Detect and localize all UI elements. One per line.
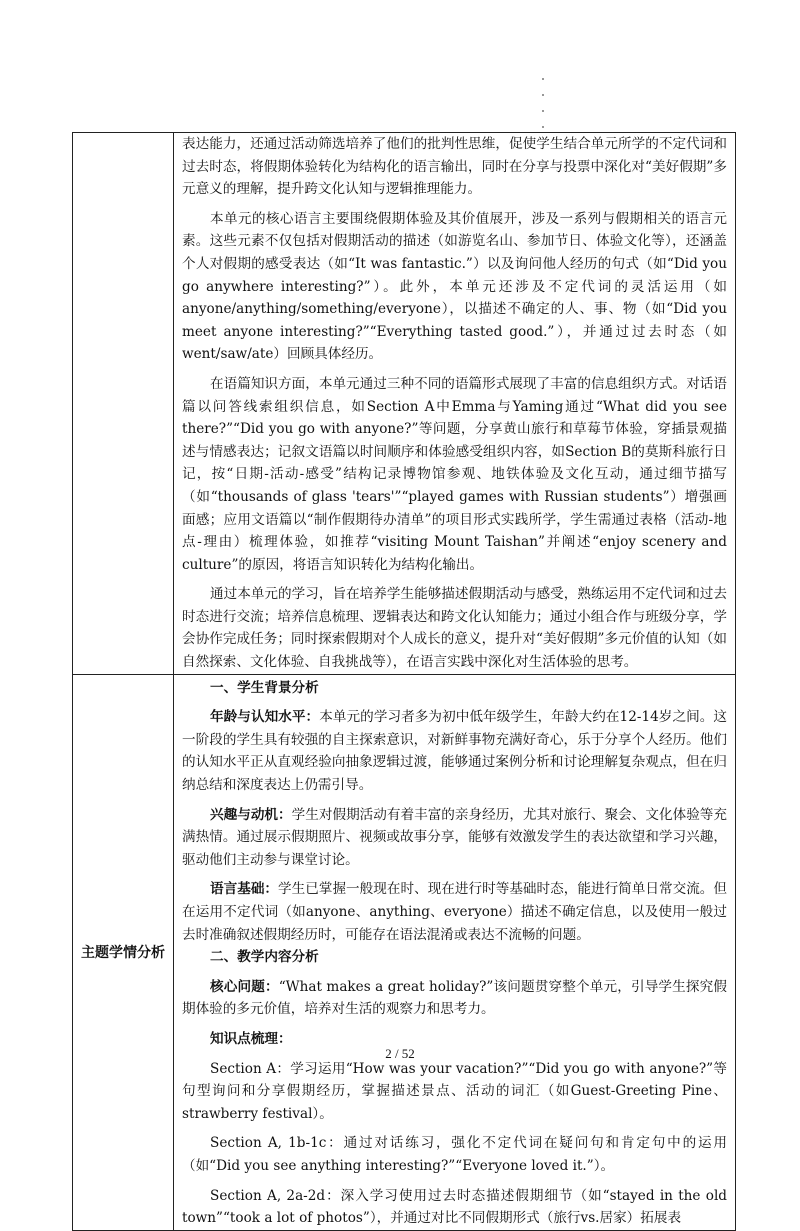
section-heading: 一、学生背景分析 <box>210 679 319 696</box>
section-a-1b-paragraph: Section A, 1b-1c：通过对话练习，强化不定代词在疑问句和肯定句中的运用（如“Did you see anything interesting?”“Everyone loved it.”）。 <box>182 1135 727 1174</box>
section-a-2a-paragraph: Section A, 2a-2d：深入学习使用过去时态描述假期细节（如“stayed in the old town”“took a lot of photos”），并通过对比不同假期形式（旅行vs.居家）拓展表 <box>182 1187 727 1227</box>
overview-paragraph: 在语篇知识方面，本单元通过三种不同的语篇形式展现了丰富的信息组织方式。对话语篇以问答线索组织信息，如Section A中Emma与Yaming通过“What did you see there?”“Did you go with anyone?”等问题，分享黄山旅行和草莓节体验，穿插景观描述与情感表达；记叙文语篇以时间顺序和体验感受组织内容，如Section B的莫斯科旅行日记，按“日期-活动-感受”结构记录博物馆参观、地铁体验及文化互动，通过细节描写（如“thousands of glass 'tears'”“played games with Russian students”）增强画面感；应用文语篇以“制作假期待办清单”的项目形式实践所学，学生需通过表格（活动-地点-理由）梳理体验，如推荐“visiting Mount Taishan”并阐述“enjoy scenery and culture”的原因，将语言知识转化为结构化输出。 <box>182 375 727 573</box>
interest-key: 兴趣与动机： <box>210 806 292 823</box>
row-label-cell <box>73 674 174 1230</box>
analysis-cell <box>174 674 736 1230</box>
overview-paragraph: 本单元的核心语言主要围绕假期体验及其价值展开，涉及一系列与假期相关的语言元素。这些元素不仅包括对假期活动的描述（如游览名山、参加节日、体验文化等），还涵盖个人对假期的感受表达（如“It was fantastic.”）以及询问他人经历的句式（如“Did you go anywhere interesting?”）。此外，本单元还涉及不定代词的灵活运用（如anyone/anything/something/everyone），以描述不确定的人、事、物（如“Did you meet anyone interesting?”“Everything tasted good.”），并通过过去时态（如went/saw/ate）回顾具体经历。 <box>182 210 727 363</box>
lesson-plan-table <box>72 132 736 1231</box>
knowledge-key: 知识点梳理： <box>210 1030 292 1047</box>
row-label: 主题学情分析 <box>81 945 165 962</box>
overview-paragraph: 通过本单元的学习，旨在培养学生能够描述假期活动与感受，熟练运用不定代词和过去时态进行交流；培养信息梳理、逻辑表达和跨文化认知能力；通过小组合作与班级分享，学会协作完成任务；同时探索假期对个人成长的意义，提升对“美好假期”多元价值的认知（如自然探索、文化体验、自我挑战等），在语言实践中深化对生活体验的思考。 <box>182 586 727 671</box>
language-text: 学生已掌握一般现在时、现在进行时等基础时态，能进行简单日常交流。但在运用不定代词（如anyone、anything、everyone）描述不确定信息，以及使用一般过去时准确叙述假期经历时，可能存在语法混淆或表达不流畅的问题。 <box>182 881 728 943</box>
interest-paragraph <box>182 804 727 872</box>
core-paragraph <box>182 976 727 1021</box>
interest-text: 学生对假期活动有着丰富的亲身经历，尤其对旅行、聚会、文化体验等充满热情。通过展示假期照片、视频或故事分享，能够有效激发学生的表达欲望和学习兴趣，驱动他们主动参与课堂讨论。 <box>182 806 728 868</box>
section-heading: 二、教学内容分析 <box>210 949 319 966</box>
language-key: 语言基础： <box>210 881 279 898</box>
unit-overview-cell <box>174 133 736 675</box>
section-a-paragraph: Section A：学习运用“How was your vacation?”“Did you go with anyone?”等句型询问和分享假期经历，掌握描述景点、活动的词汇（如Guest-Greeting Pine、strawberry festival）。 <box>182 1060 727 1122</box>
page-number: 2 / 52 <box>385 1046 415 1061</box>
age-key: 年龄与认知水平： <box>210 709 320 726</box>
age-text: 本单元的学习者多为初中低年级学生，年龄大约在12-14岁之间。这一阶段的学生具有较强的自主探索意识，对新鲜事物充满好奇心，乐于分享个人经历。他们的认知水平正从直观经验向抽象逻辑过渡，能够通过案例分析和讨论理解复杂观点，但在归纳总结和深度表达上仍需引导。 <box>182 709 728 794</box>
core-text: “What makes a great holiday?”该问题贯穿整个单元，引导学生探究假期体验的多元价值，培养对生活的观察力和思考力。 <box>182 978 727 1018</box>
overview-paragraph: 表达能力，还通过活动筛选培养了他们的批判性思维，促使学生结合单元所学的不定代词和过去时态，将假期体验转化为结构化的语言输出，同时在分享与投票中深化对“美好假期”多元意义的理解，提升跨文化认知与逻辑推理能力。 <box>182 136 727 198</box>
empty-label-cell <box>73 133 174 675</box>
core-key: 核心问题： <box>210 978 279 995</box>
language-paragraph <box>182 878 727 946</box>
age-paragraph <box>182 706 727 796</box>
